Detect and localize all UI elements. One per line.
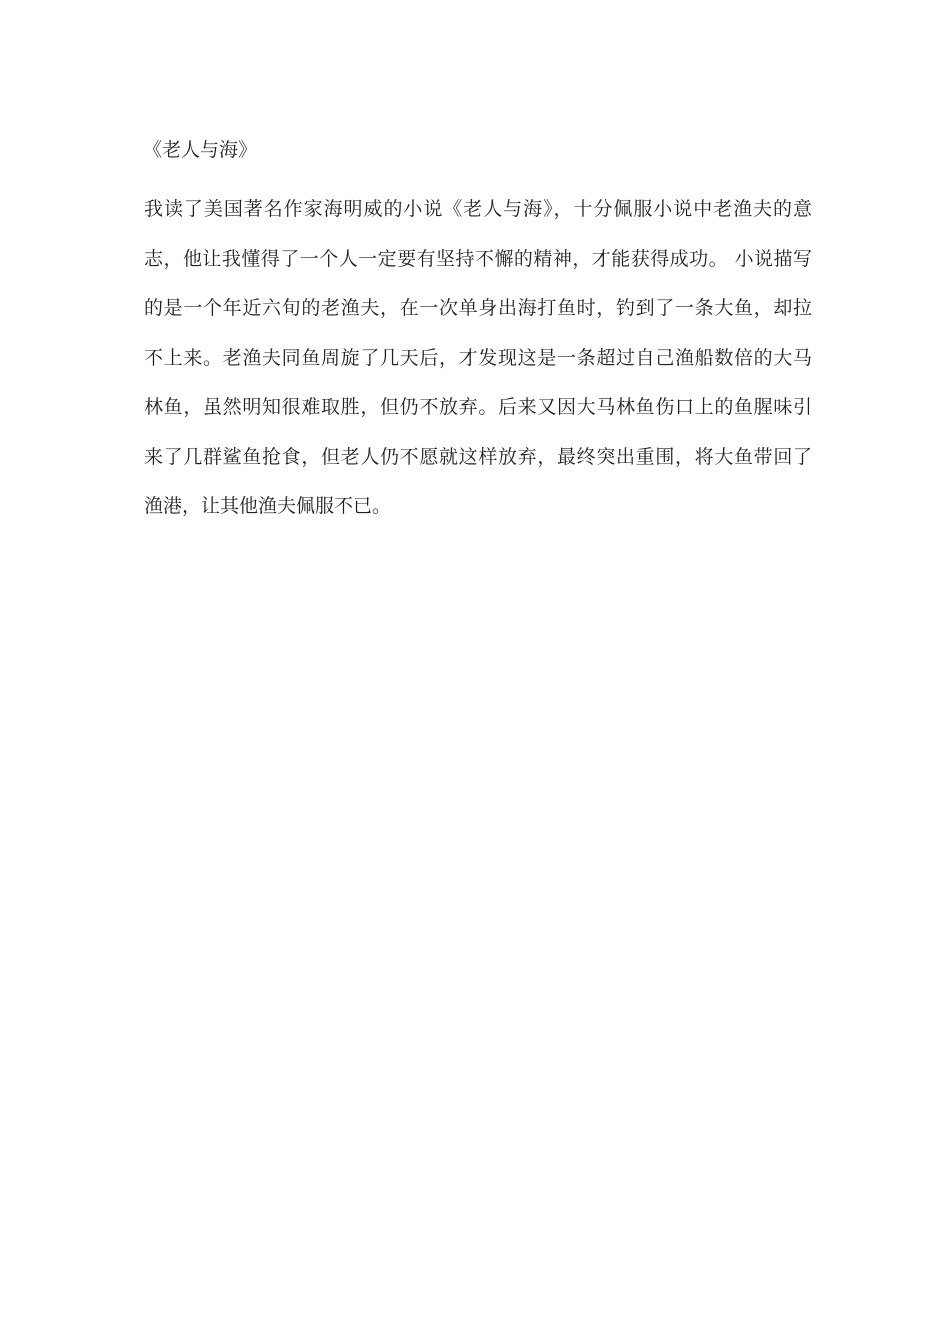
body-line: 志，他让我懂得了一个人一定要有坚持不懈的精神，才能获得成功。 小说描写: [144, 247, 812, 270]
document-body: [144, 185, 812, 532]
body-line: 渔港，让其他渔夫佩服不已。: [144, 495, 392, 517]
document-title: 《老人与海》: [143, 139, 258, 161]
body-line: 来了几群鲨鱼抢食，但老人仍不愿就这样放弃，最终突出重围，将大鱼带回了: [144, 445, 812, 468]
body-line: 我读了美国著名作家海明威的小说《老人与海》，十分佩服小说中老渔夫的意: [144, 198, 812, 220]
body-line: 的是一个年近六旬的老渔夫，在一次单身出海打鱼时，钓到了一条大鱼，却拉: [144, 297, 812, 319]
body-line: 林鱼，虽然明知很难取胜，但仍不放弃。后来又因大马林鱼伤口上的鱼腥味引: [144, 396, 812, 418]
body-line: 不上来。老渔夫同鱼周旋了几天后，才发现这是一条超过自己渔船数倍的大马: [144, 346, 812, 369]
